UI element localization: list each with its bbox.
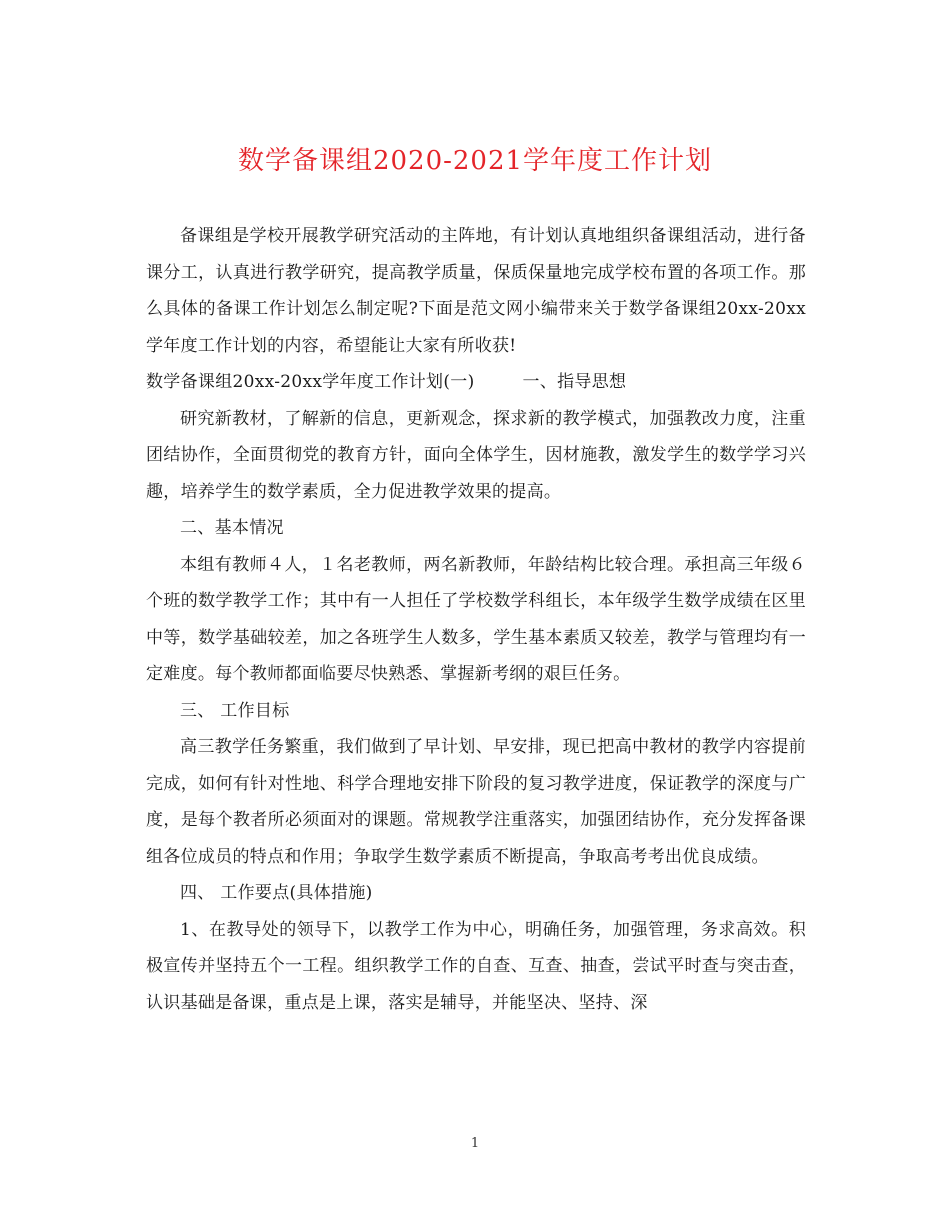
document-subheading: 数学备课组20xx-20xx学年度工作计划(一) bbox=[146, 372, 475, 392]
page-number: 1 bbox=[470, 1136, 480, 1151]
section1-paragraph: 研究新教材，了解新的信息，更新观念，探求新的教学模式，加强教改力度，注重团结协作，全面贯彻党的教育方针，面向全体学生，因材施教，激发学生的数学学习兴趣，培养学生的数学素质，全力促进教学效果的提高。 bbox=[146, 408, 806, 502]
section3-heading: 三、 工作目标 bbox=[180, 700, 290, 721]
document-body bbox=[146, 218, 806, 1021]
section2-heading: 二、基本情况 bbox=[180, 518, 284, 538]
section2-paragraph: 本组有教师４人，１名老教师，两名新教师，年龄结构比较合理。承担高三年级６个班的数学教学工作；其中有一人担任了学校数学科组长，本年级学生数学成绩在区里中等，数学基础较差，加之各班学生人数多，学生基本素质又较差，教学与管理均有一定难度。每个教师都面临要尽快熟悉、掌握新考纲的艰巨任务。 bbox=[146, 554, 806, 684]
intro-paragraph: 备课组是学校开展教学研究活动的主阵地，有计划认真地组织备课组活动，进行备课分工，认真进行教学研究，提高教学质量，保质保量地完成学校布置的各项工作。那么具体的备课工作计划怎么制定呢?下面是范文网小编带来关于数学备课组20xx-20xx学年度工作计划的内容，希望能让大家有所收获! bbox=[146, 226, 806, 356]
subheading-line bbox=[146, 364, 806, 401]
section1-heading: 一、指导思想 bbox=[522, 372, 627, 392]
section4-heading: 四、 工作要点(具体措施) bbox=[180, 883, 373, 903]
document-title: 数学备课组2020-2021学年度工作计划 bbox=[237, 146, 713, 176]
section4-item-1: 1、在教导处的领导下，以教学工作为中心，明确任务，加强管理，务求高效。积极宣传并坚持五个一工程。组织教学工作的自查、互查、抽查，尝试平时查与突击查，认识基础是备课，重点是上课，落实是辅导，并能坚决、坚持、深 bbox=[146, 919, 806, 1013]
section3-paragraph: 高三教学任务繁重，我们做到了早计划、早安排，现已把高中教材的教学内容提前完成，如何有针对性地、科学合理地安排下阶段的复习教学进度，保证教学的深度与广度，是每个教者所必须面对的课题。常规教学注重落实，加强团结协作，充分发挥备课组各位成员的特点和作用；争取学生数学素质不断提高，争取高考考出优良成绩。 bbox=[146, 737, 806, 867]
